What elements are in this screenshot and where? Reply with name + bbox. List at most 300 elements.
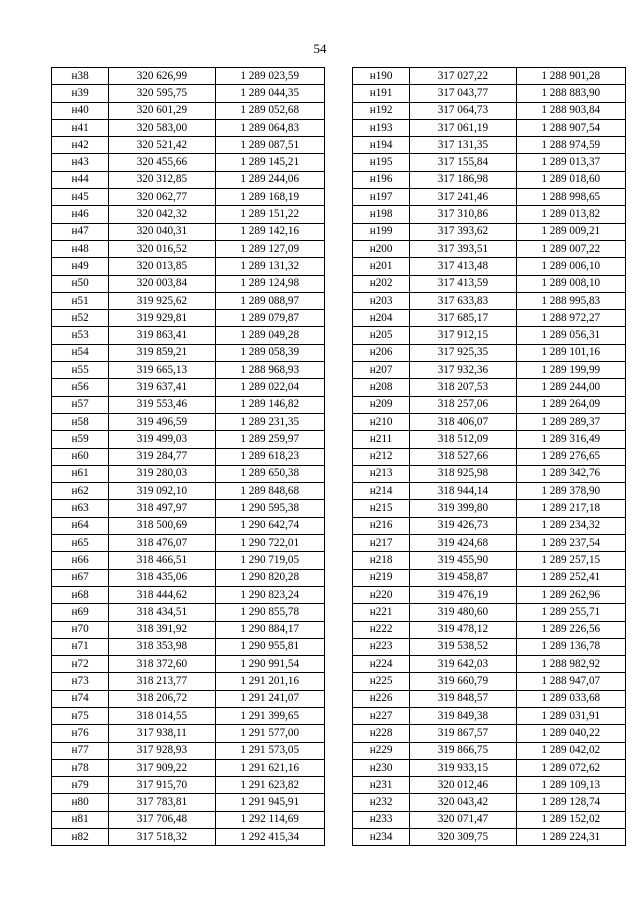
left-point-id: н43 [52, 154, 109, 171]
right-point-id: н216 [353, 517, 410, 534]
right-point-id: н198 [353, 206, 410, 223]
right-x-coordinate: 319 399,80 [410, 500, 516, 517]
column-spacer [324, 725, 352, 742]
left-x-coordinate: 319 496,59 [109, 413, 215, 430]
table-row [52, 327, 626, 344]
right-y-coordinate: 1 289 013,37 [516, 154, 625, 171]
column-spacer [324, 569, 352, 586]
left-y-coordinate: 1 290 642,74 [215, 517, 324, 534]
table-row [52, 189, 626, 206]
left-x-coordinate: 320 003,84 [109, 275, 215, 292]
right-point-id: н226 [353, 690, 410, 707]
left-x-coordinate: 319 665,13 [109, 362, 215, 379]
table-row [52, 656, 626, 673]
left-point-id: н70 [52, 621, 109, 638]
right-y-coordinate: 1 288 883,90 [516, 85, 625, 102]
right-x-coordinate: 317 027,22 [410, 68, 516, 85]
column-spacer [324, 829, 352, 846]
left-point-id: н81 [52, 811, 109, 828]
left-x-coordinate: 318 391,92 [109, 621, 215, 638]
table-row [52, 638, 626, 655]
right-y-coordinate: 1 288 982,92 [516, 656, 625, 673]
left-y-coordinate: 1 288 968,93 [215, 362, 324, 379]
right-y-coordinate: 1 289 226,56 [516, 621, 625, 638]
column-spacer [324, 275, 352, 292]
right-x-coordinate: 317 064,73 [410, 102, 516, 119]
right-point-id: н234 [353, 829, 410, 846]
left-y-coordinate: 1 291 945,91 [215, 794, 324, 811]
left-point-id: н46 [52, 206, 109, 223]
table-row [52, 552, 626, 569]
right-point-id: н228 [353, 725, 410, 742]
left-point-id: н45 [52, 189, 109, 206]
left-x-coordinate: 319 859,21 [109, 344, 215, 361]
left-x-coordinate: 320 521,42 [109, 137, 215, 154]
right-x-coordinate: 318 925,98 [410, 465, 516, 482]
left-y-coordinate: 1 290 991,54 [215, 656, 324, 673]
table-row [52, 500, 626, 517]
left-y-coordinate: 1 291 623,82 [215, 777, 324, 794]
left-y-coordinate: 1 289 146,82 [215, 396, 324, 413]
left-y-coordinate: 1 289 064,83 [215, 119, 324, 136]
right-point-id: н201 [353, 258, 410, 275]
column-spacer [324, 431, 352, 448]
right-point-id: н215 [353, 500, 410, 517]
right-point-id: н212 [353, 448, 410, 465]
table-row [52, 794, 626, 811]
right-x-coordinate: 318 512,09 [410, 431, 516, 448]
right-y-coordinate: 1 289 006,10 [516, 258, 625, 275]
table-row [52, 275, 626, 292]
right-x-coordinate: 317 043,77 [410, 85, 516, 102]
table-row [52, 569, 626, 586]
left-y-coordinate: 1 290 595,38 [215, 500, 324, 517]
left-x-coordinate: 318 213,77 [109, 673, 215, 690]
right-point-id: н231 [353, 777, 410, 794]
right-x-coordinate: 318 944,14 [410, 483, 516, 500]
right-point-id: н208 [353, 379, 410, 396]
left-x-coordinate: 317 518,32 [109, 829, 215, 846]
column-spacer [324, 258, 352, 275]
column-spacer [324, 327, 352, 344]
right-x-coordinate: 320 012,46 [410, 777, 516, 794]
left-point-id: н76 [52, 725, 109, 742]
left-x-coordinate: 320 040,31 [109, 223, 215, 240]
column-spacer [324, 206, 352, 223]
column-spacer [324, 638, 352, 655]
left-point-id: н56 [52, 379, 109, 396]
left-y-coordinate: 1 291 241,07 [215, 690, 324, 707]
left-point-id: н64 [52, 517, 109, 534]
left-x-coordinate: 319 929,81 [109, 310, 215, 327]
left-y-coordinate: 1 289 079,87 [215, 310, 324, 327]
left-x-coordinate: 320 016,52 [109, 240, 215, 257]
table-row [52, 811, 626, 828]
left-point-id: н82 [52, 829, 109, 846]
right-point-id: н219 [353, 569, 410, 586]
right-point-id: н191 [353, 85, 410, 102]
table-row [52, 725, 626, 742]
left-y-coordinate: 1 289 231,35 [215, 413, 324, 430]
right-point-id: н203 [353, 292, 410, 309]
table-row [52, 690, 626, 707]
column-spacer [324, 656, 352, 673]
left-y-coordinate: 1 291 399,65 [215, 707, 324, 724]
left-x-coordinate: 318 206,72 [109, 690, 215, 707]
right-y-coordinate: 1 288 947,07 [516, 673, 625, 690]
right-y-coordinate: 1 289 033,68 [516, 690, 625, 707]
right-y-coordinate: 1 289 316,49 [516, 431, 625, 448]
left-y-coordinate: 1 290 820,28 [215, 569, 324, 586]
column-spacer [324, 811, 352, 828]
left-y-coordinate: 1 289 058,39 [215, 344, 324, 361]
table-row [52, 673, 626, 690]
right-point-id: н195 [353, 154, 410, 171]
left-point-id: н72 [52, 656, 109, 673]
right-y-coordinate: 1 289 264,09 [516, 396, 625, 413]
left-y-coordinate: 1 289 049,28 [215, 327, 324, 344]
column-spacer [324, 448, 352, 465]
right-y-coordinate: 1 289 056,31 [516, 327, 625, 344]
right-x-coordinate: 319 478,12 [410, 621, 516, 638]
right-x-coordinate: 319 933,15 [410, 759, 516, 776]
left-x-coordinate: 318 497,97 [109, 500, 215, 517]
column-spacer [324, 240, 352, 257]
right-y-coordinate: 1 289 031,91 [516, 707, 625, 724]
left-x-coordinate: 320 312,85 [109, 171, 215, 188]
right-point-id: н232 [353, 794, 410, 811]
column-spacer [324, 707, 352, 724]
column-spacer [324, 517, 352, 534]
left-point-id: н53 [52, 327, 109, 344]
right-point-id: н230 [353, 759, 410, 776]
right-point-id: н223 [353, 638, 410, 655]
table-row [52, 448, 626, 465]
column-spacer [324, 292, 352, 309]
right-x-coordinate: 319 480,60 [410, 604, 516, 621]
left-point-id: н39 [52, 85, 109, 102]
left-point-id: н42 [52, 137, 109, 154]
right-x-coordinate: 319 849,38 [410, 707, 516, 724]
left-x-coordinate: 318 372,60 [109, 656, 215, 673]
left-x-coordinate: 320 595,75 [109, 85, 215, 102]
table-row [52, 292, 626, 309]
right-x-coordinate: 317 155,84 [410, 154, 516, 171]
left-y-coordinate: 1 291 621,16 [215, 759, 324, 776]
right-point-id: н197 [353, 189, 410, 206]
right-x-coordinate: 317 393,51 [410, 240, 516, 257]
right-point-id: н214 [353, 483, 410, 500]
left-x-coordinate: 318 466,51 [109, 552, 215, 569]
left-y-coordinate: 1 290 722,01 [215, 535, 324, 552]
right-x-coordinate: 319 867,57 [410, 725, 516, 742]
table-row [52, 535, 626, 552]
table-row [52, 154, 626, 171]
column-spacer [324, 310, 352, 327]
right-y-coordinate: 1 288 903,84 [516, 102, 625, 119]
right-y-coordinate: 1 288 901,28 [516, 68, 625, 85]
right-y-coordinate: 1 289 224,31 [516, 829, 625, 846]
right-x-coordinate: 319 458,87 [410, 569, 516, 586]
left-x-coordinate: 317 706,48 [109, 811, 215, 828]
left-point-id: н78 [52, 759, 109, 776]
left-x-coordinate: 318 435,06 [109, 569, 215, 586]
right-point-id: н204 [353, 310, 410, 327]
right-point-id: н220 [353, 586, 410, 603]
left-x-coordinate: 320 013,85 [109, 258, 215, 275]
left-point-id: н68 [52, 586, 109, 603]
left-point-id: н61 [52, 465, 109, 482]
left-y-coordinate: 1 290 884,17 [215, 621, 324, 638]
left-point-id: н47 [52, 223, 109, 240]
left-point-id: н50 [52, 275, 109, 292]
left-y-coordinate: 1 289 168,19 [215, 189, 324, 206]
left-point-id: н67 [52, 569, 109, 586]
column-spacer [324, 586, 352, 603]
table-row [52, 465, 626, 482]
page-number: 54 [313, 41, 327, 56]
left-x-coordinate: 318 476,07 [109, 535, 215, 552]
table-row [52, 240, 626, 257]
left-y-coordinate: 1 289 052,68 [215, 102, 324, 119]
right-point-id: н190 [353, 68, 410, 85]
table-row [52, 85, 626, 102]
table-row [52, 586, 626, 603]
column-spacer [324, 137, 352, 154]
right-x-coordinate: 317 241,46 [410, 189, 516, 206]
column-spacer [324, 500, 352, 517]
left-point-id: н44 [52, 171, 109, 188]
left-point-id: н75 [52, 707, 109, 724]
left-point-id: н77 [52, 742, 109, 759]
right-y-coordinate: 1 289 040,22 [516, 725, 625, 742]
left-x-coordinate: 319 092,10 [109, 483, 215, 500]
right-y-coordinate: 1 289 152,02 [516, 811, 625, 828]
right-y-coordinate: 1 289 342,76 [516, 465, 625, 482]
right-point-id: н209 [353, 396, 410, 413]
column-spacer [324, 621, 352, 638]
right-x-coordinate: 318 527,66 [410, 448, 516, 465]
column-spacer [324, 396, 352, 413]
column-spacer [324, 742, 352, 759]
left-x-coordinate: 319 637,41 [109, 379, 215, 396]
right-x-coordinate: 320 309,75 [410, 829, 516, 846]
column-spacer [324, 68, 352, 85]
left-x-coordinate: 318 014,55 [109, 707, 215, 724]
table-row [52, 258, 626, 275]
left-y-coordinate: 1 289 044,35 [215, 85, 324, 102]
left-y-coordinate: 1 290 823,24 [215, 586, 324, 603]
left-y-coordinate: 1 289 022,04 [215, 379, 324, 396]
left-y-coordinate: 1 289 131,32 [215, 258, 324, 275]
right-x-coordinate: 320 043,42 [410, 794, 516, 811]
left-y-coordinate: 1 289 259,97 [215, 431, 324, 448]
right-y-coordinate: 1 289 257,15 [516, 552, 625, 569]
column-spacer [324, 604, 352, 621]
right-y-coordinate: 1 288 974,59 [516, 137, 625, 154]
table-row [52, 396, 626, 413]
right-point-id: н199 [353, 223, 410, 240]
table-row [52, 517, 626, 534]
right-x-coordinate: 317 393,62 [410, 223, 516, 240]
left-x-coordinate: 319 499,03 [109, 431, 215, 448]
left-point-id: н51 [52, 292, 109, 309]
column-spacer [324, 344, 352, 361]
right-point-id: н207 [353, 362, 410, 379]
right-x-coordinate: 317 131,35 [410, 137, 516, 154]
left-y-coordinate: 1 289 145,21 [215, 154, 324, 171]
table-row [52, 137, 626, 154]
left-x-coordinate: 317 915,70 [109, 777, 215, 794]
column-spacer [324, 552, 352, 569]
left-point-id: н41 [52, 119, 109, 136]
right-x-coordinate: 317 925,35 [410, 344, 516, 361]
column-spacer [324, 690, 352, 707]
right-y-coordinate: 1 289 237,54 [516, 535, 625, 552]
left-y-coordinate: 1 289 087,51 [215, 137, 324, 154]
right-x-coordinate: 317 310,86 [410, 206, 516, 223]
right-y-coordinate: 1 288 998,65 [516, 189, 625, 206]
column-spacer [324, 483, 352, 500]
right-y-coordinate: 1 289 217,18 [516, 500, 625, 517]
right-point-id: н222 [353, 621, 410, 638]
right-x-coordinate: 319 424,68 [410, 535, 516, 552]
left-x-coordinate: 317 783,81 [109, 794, 215, 811]
table-row [52, 223, 626, 240]
left-y-coordinate: 1 289 124,98 [215, 275, 324, 292]
right-point-id: н202 [353, 275, 410, 292]
right-point-id: н193 [353, 119, 410, 136]
table-row [52, 102, 626, 119]
table-row [52, 621, 626, 638]
right-x-coordinate: 317 413,59 [410, 275, 516, 292]
column-spacer [324, 154, 352, 171]
column-spacer [324, 189, 352, 206]
right-x-coordinate: 319 660,79 [410, 673, 516, 690]
coordinates-table [51, 67, 626, 846]
right-y-coordinate: 1 289 276,65 [516, 448, 625, 465]
left-y-coordinate: 1 289 023,59 [215, 68, 324, 85]
right-y-coordinate: 1 288 972,27 [516, 310, 625, 327]
left-point-id: н52 [52, 310, 109, 327]
left-y-coordinate: 1 290 855,78 [215, 604, 324, 621]
right-x-coordinate: 319 455,90 [410, 552, 516, 569]
left-y-coordinate: 1 290 955,81 [215, 638, 324, 655]
right-x-coordinate: 319 476,19 [410, 586, 516, 603]
left-point-id: н55 [52, 362, 109, 379]
left-x-coordinate: 319 280,03 [109, 465, 215, 482]
left-point-id: н58 [52, 413, 109, 430]
right-x-coordinate: 317 932,36 [410, 362, 516, 379]
right-x-coordinate: 319 866,75 [410, 742, 516, 759]
left-x-coordinate: 317 928,93 [109, 742, 215, 759]
left-point-id: н59 [52, 431, 109, 448]
right-x-coordinate: 317 413,48 [410, 258, 516, 275]
left-x-coordinate: 318 444,62 [109, 586, 215, 603]
column-spacer [324, 102, 352, 119]
table-row [52, 431, 626, 448]
left-point-id: н71 [52, 638, 109, 655]
left-y-coordinate: 1 289 650,38 [215, 465, 324, 482]
right-y-coordinate: 1 289 289,37 [516, 413, 625, 430]
right-y-coordinate: 1 289 072,62 [516, 759, 625, 776]
right-y-coordinate: 1 289 255,71 [516, 604, 625, 621]
right-y-coordinate: 1 289 244,00 [516, 379, 625, 396]
right-y-coordinate: 1 289 008,10 [516, 275, 625, 292]
table-row [52, 362, 626, 379]
right-point-id: н227 [353, 707, 410, 724]
right-x-coordinate: 319 426,73 [410, 517, 516, 534]
right-x-coordinate: 318 257,06 [410, 396, 516, 413]
right-x-coordinate: 318 207,53 [410, 379, 516, 396]
table-row [52, 604, 626, 621]
left-y-coordinate: 1 289 848,68 [215, 483, 324, 500]
left-y-coordinate: 1 291 573,05 [215, 742, 324, 759]
left-point-id: н74 [52, 690, 109, 707]
table-row [52, 379, 626, 396]
right-point-id: н196 [353, 171, 410, 188]
right-y-coordinate: 1 289 009,21 [516, 223, 625, 240]
right-x-coordinate: 317 633,83 [410, 292, 516, 309]
right-point-id: н200 [353, 240, 410, 257]
left-point-id: н38 [52, 68, 109, 85]
left-y-coordinate: 1 291 577,00 [215, 725, 324, 742]
left-point-id: н80 [52, 794, 109, 811]
right-x-coordinate: 320 071,47 [410, 811, 516, 828]
column-spacer [324, 465, 352, 482]
right-point-id: н205 [353, 327, 410, 344]
right-y-coordinate: 1 289 007,22 [516, 240, 625, 257]
right-point-id: н210 [353, 413, 410, 430]
left-point-id: н73 [52, 673, 109, 690]
column-spacer [324, 673, 352, 690]
left-x-coordinate: 319 925,62 [109, 292, 215, 309]
right-point-id: н194 [353, 137, 410, 154]
table-row [52, 759, 626, 776]
right-y-coordinate: 1 289 136,78 [516, 638, 625, 655]
left-point-id: н60 [52, 448, 109, 465]
right-y-coordinate: 1 289 199,99 [516, 362, 625, 379]
left-y-coordinate: 1 289 142,16 [215, 223, 324, 240]
right-y-coordinate: 1 288 907,54 [516, 119, 625, 136]
left-point-id: н66 [52, 552, 109, 569]
right-point-id: н192 [353, 102, 410, 119]
left-x-coordinate: 319 553,46 [109, 396, 215, 413]
right-point-id: н218 [353, 552, 410, 569]
table-row [52, 742, 626, 759]
table-row [52, 344, 626, 361]
column-spacer [324, 379, 352, 396]
left-y-coordinate: 1 292 114,69 [215, 811, 324, 828]
right-x-coordinate: 318 406,07 [410, 413, 516, 430]
column-spacer [324, 413, 352, 430]
column-spacer [324, 85, 352, 102]
left-point-id: н65 [52, 535, 109, 552]
left-y-coordinate: 1 289 088,97 [215, 292, 324, 309]
right-point-id: н213 [353, 465, 410, 482]
left-point-id: н57 [52, 396, 109, 413]
right-x-coordinate: 317 912,15 [410, 327, 516, 344]
right-y-coordinate: 1 289 018,60 [516, 171, 625, 188]
table-row [52, 707, 626, 724]
table-row [52, 119, 626, 136]
left-point-id: н40 [52, 102, 109, 119]
right-x-coordinate: 319 538,52 [410, 638, 516, 655]
right-point-id: н206 [353, 344, 410, 361]
left-x-coordinate: 318 434,51 [109, 604, 215, 621]
left-x-coordinate: 317 938,11 [109, 725, 215, 742]
column-spacer [324, 794, 352, 811]
